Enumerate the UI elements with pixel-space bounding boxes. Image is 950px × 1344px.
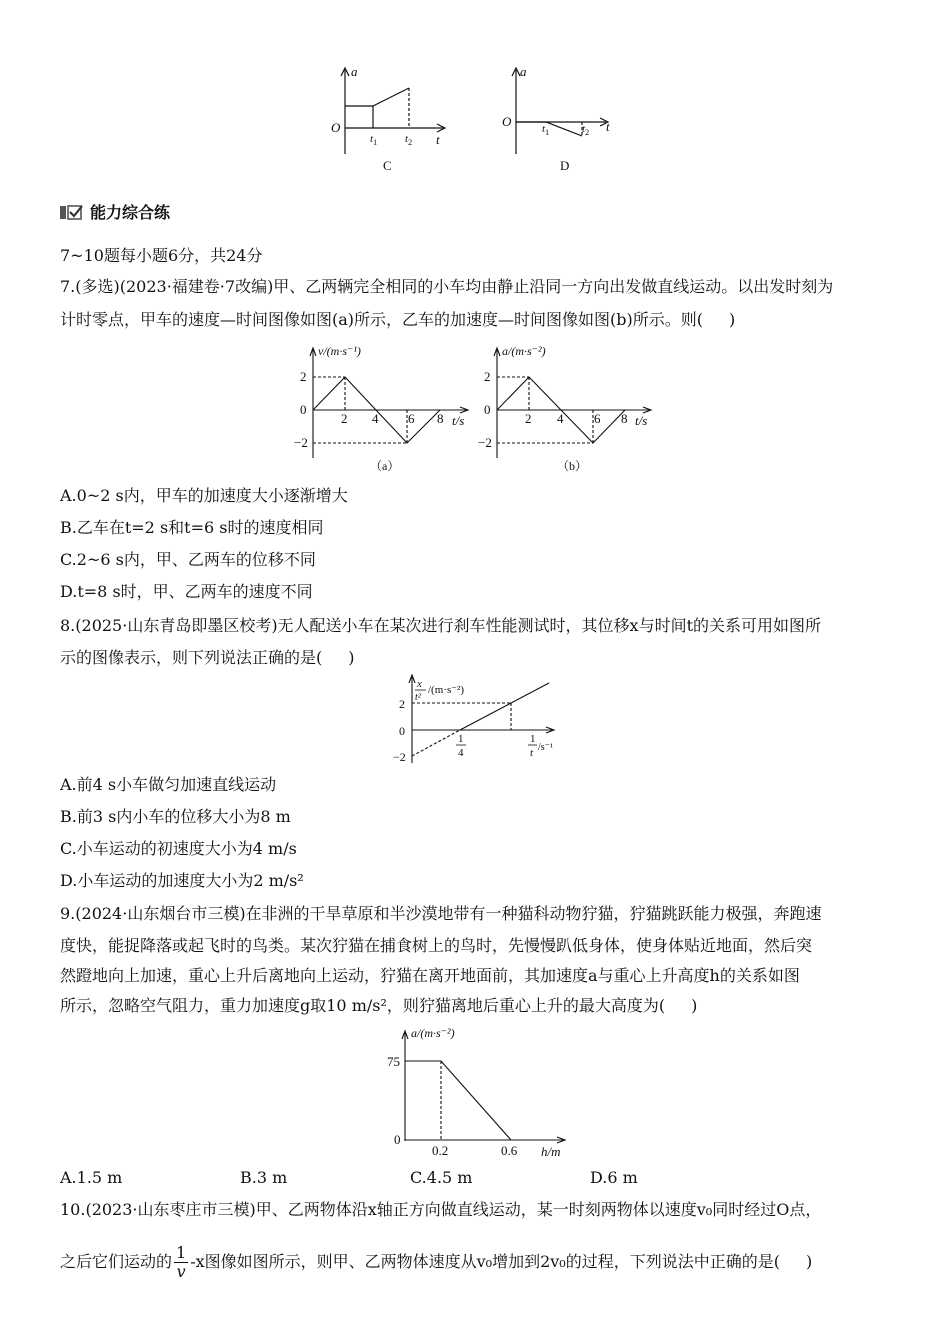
q8-stem-line2: 示的图像表示，则下列说法正确的是( ): [60, 648, 355, 667]
q9-ytick-75: 75: [387, 1054, 400, 1069]
graph-c: [325, 62, 455, 177]
q7-option-c: C.2~6 s内，甲、乙两车的位移不同: [60, 550, 316, 569]
q9-stem-line4: 所示，忽略空气阻力，重力加速度g取10 m/s²，则狞猫离地后重心上升的最大高度为( ): [60, 996, 698, 1015]
q8-x-label: /s⁻¹: [538, 742, 553, 753]
q9-y-label: a/(m·s⁻²): [411, 1026, 455, 1040]
q7b-ytick-2: 2: [484, 369, 491, 384]
q10-stem-line1: 10.(2023·山东枣庄市三模)甲、乙两物体沿x轴正方向做直线运动，某一时刻两物体以速度v₀同时经过O点，: [60, 1200, 822, 1219]
graph-c-y-label: a: [351, 64, 358, 79]
graph-c-caption: C: [383, 158, 392, 173]
graph-d-t1: $t_1$: [542, 123, 550, 137]
q7a-x-label: t/s: [452, 413, 465, 428]
scoring-note: 7~10题每小题6分，共24分: [60, 246, 263, 265]
q8-stem-line1: 8.(2025·山东青岛即墨区校考)无人配送小车在某次进行刹车性能测试时，其位移x与时间t的关系可用如图所: [60, 616, 822, 635]
graph-d-x-label: t: [606, 119, 610, 134]
graph-c-origin: O: [331, 120, 341, 135]
q9-origin: 0: [394, 1132, 401, 1147]
q7-graph-a: [280, 340, 470, 480]
q10-fraction: $\frac{1}{v}$: [176, 1243, 187, 1281]
q8-x-frac-den: t: [530, 747, 534, 759]
q8-graph: [360, 673, 560, 768]
graph-d-caption: D: [560, 158, 570, 173]
checklist-icon: [60, 204, 84, 222]
q7b-xtick-4: 4: [557, 411, 564, 426]
q7b-x-label: t/s: [635, 413, 648, 428]
q9-stem-line2: 度快，能捉降落或起飞时的鸟类。某次狞猫在捕食树上的鸟时，先慢慢趴低身体，使身体贴近地面，然后突: [60, 936, 813, 955]
graph-d-y-label: a: [520, 64, 527, 79]
q7b-ytick-0: 0: [484, 402, 491, 417]
q9-option-d: D.6 m: [590, 1168, 638, 1187]
q7a-caption: （a）: [370, 459, 400, 473]
q7b-xtick-2: 2: [525, 411, 532, 426]
q7-option-a: A.0~2 s内，甲车的加速度大小逐渐增大: [60, 486, 348, 505]
q7-stem-line2: 计时零点，甲车的速度—时间图像如图(a)所示，乙车的加速度—时间图像如图(b)所示。则( ): [60, 310, 736, 329]
q7a-xtick-8: 8: [437, 411, 444, 426]
q8-ytick-0: 0: [399, 724, 405, 738]
q8-option-a: A.前4 s小车做匀加速直线运动: [60, 775, 277, 794]
q7-graph-b: [465, 340, 655, 480]
q9-stem-line1: 9.(2024·山东烟台市三模)在非洲的干旱草原和半沙漠地带有一种猫科动物狞猫，狞猫跳跃能力极强，奔跑速: [60, 904, 822, 923]
q8-ytick-neg2: −2: [393, 750, 406, 764]
q7a-ytick-2: 2: [300, 369, 307, 384]
q7-stem-line1: 7.(多选)(2023·福建卷·7改编)甲、乙两辆完全相同的小车均由静止沿同一方向出发做直线运动。以出发时刻为: [60, 277, 834, 296]
q9-x-label: h/m: [541, 1144, 561, 1159]
q9-xtick-06: 0.6: [501, 1143, 518, 1158]
q9-option-b: B.3 m: [240, 1168, 288, 1187]
q7-option-b: B.乙车在t=2 s和t=6 s时的速度相同: [60, 518, 324, 537]
q7-option-d: D.t=8 s时，甲、乙两车的速度不同: [60, 582, 313, 601]
q7b-y-label: a/(m·s⁻²): [502, 344, 546, 358]
q7a-xtick-6: 6: [408, 411, 415, 426]
q8-option-c: C.小车运动的初速度大小为4 m/s: [60, 839, 297, 858]
q10-stem-line2: 之后它们运动的 $\frac{1}{v}$ -x图像如图所示，则甲、乙两物体速度从v₀增加到2v₀的过程，下列说法中正确的是( ): [60, 1243, 813, 1281]
q8-option-d: D.小车运动的加速度大小为2 m/s²: [60, 871, 304, 890]
q7b-xtick-8: 8: [621, 411, 628, 426]
q7a-ytick-neg2: −2: [294, 435, 308, 450]
graph-d: [498, 62, 628, 177]
graph-c-t1: $t_1$: [370, 133, 378, 147]
q7b-ytick-neg2: −2: [478, 435, 492, 450]
q7b-caption: （b）: [557, 459, 588, 473]
section-title: 能力综合练: [90, 203, 171, 222]
q9-xtick-02: 0.2: [432, 1143, 449, 1158]
q8-xtick-den: 4: [458, 747, 464, 759]
q7a-xtick-2: 2: [341, 411, 348, 426]
graph-c-x-label: t: [436, 132, 440, 147]
graph-d-t2: $t_2$: [582, 123, 590, 137]
q8-y-label: /(m·s⁻²): [428, 684, 464, 696]
q9-stem-line3: 然蹬地向上加速，重心上升后离地向上运动，狞猫在离开地面前，其加速度a与重心上升高度h的关系如图: [60, 966, 800, 985]
q9-option-a: A.1.5 m: [60, 1168, 123, 1187]
q7a-xtick-4: 4: [372, 411, 379, 426]
q8-y-frac-den: t²: [415, 692, 421, 703]
q7b-xtick-6: 6: [594, 411, 601, 426]
q8-ytick-2: 2: [399, 697, 405, 711]
q9-option-c: C.4.5 m: [410, 1168, 473, 1187]
q7a-ytick-0: 0: [300, 402, 307, 417]
q9-graph: [365, 1023, 575, 1163]
q7a-y-label: v/(m·s⁻¹): [318, 344, 361, 358]
q8-x-frac-num: 1: [530, 733, 536, 745]
q8-option-b: B.前3 s内小车的位移大小为8 m: [60, 807, 291, 826]
graph-d-origin: O: [502, 114, 512, 129]
q8-y-frac-num: x: [417, 678, 422, 690]
q8-xtick-num: 1: [458, 733, 464, 745]
graph-c-t2: $t_2$: [405, 133, 413, 147]
